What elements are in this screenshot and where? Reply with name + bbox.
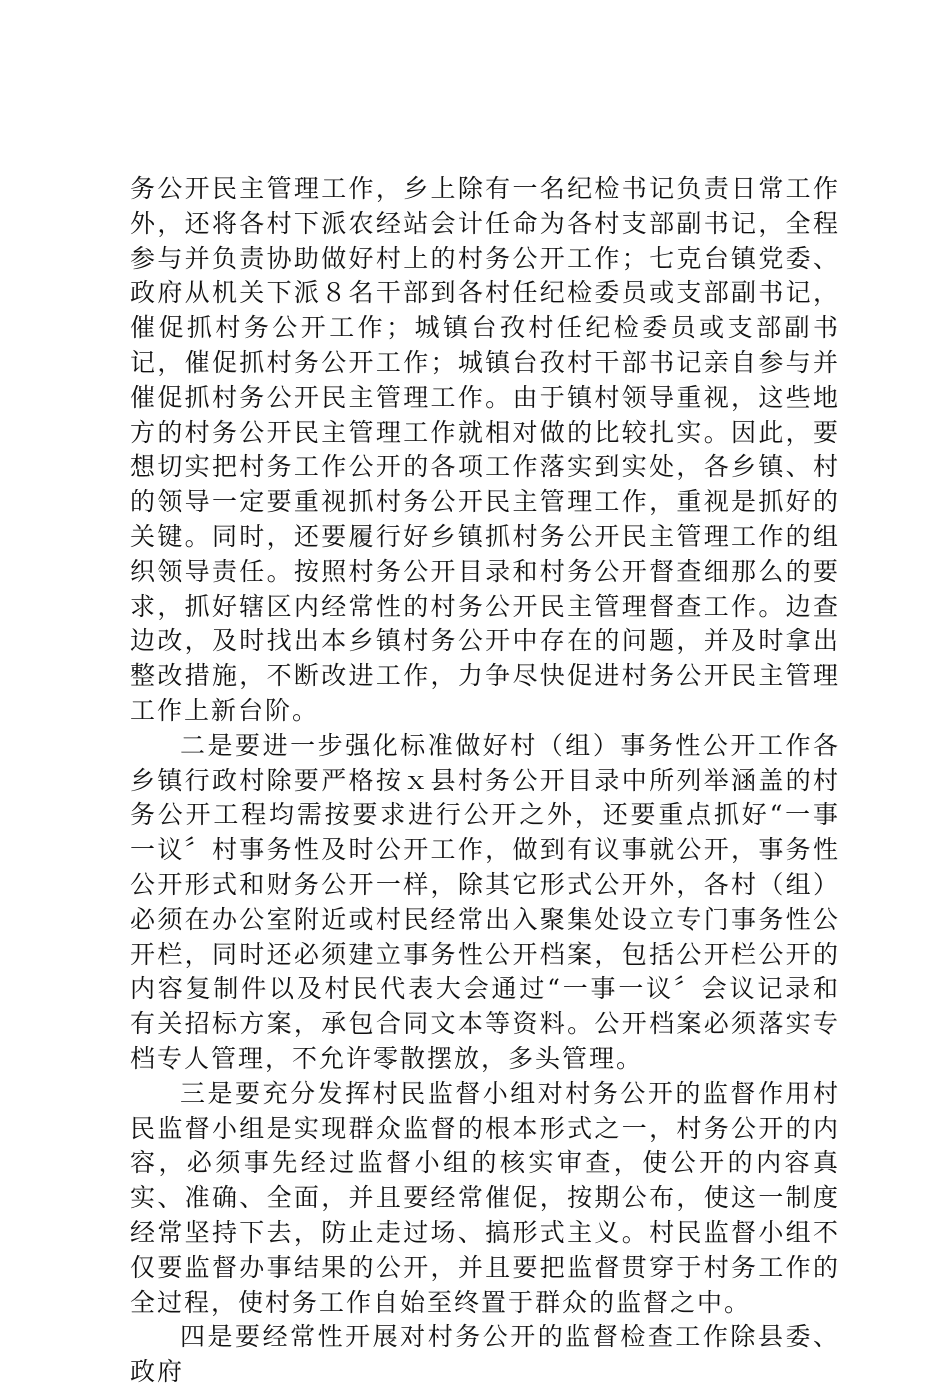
- document-body: [130, 172, 840, 1390]
- paragraph-3: 三是要充分发挥村民监督小组对村务公开的监督作用村民监督小组是实现群众监督的根本形式之一，村务公开的内容，必须事先经过监督小组的核实审查，使公开的内容真实、准确、全面，并且要经常催促，按期公布，使这一制度经常坚持下去，防止走过场、搞形式主义。村民监督小组不仅要监督办事结果的公开，并且要把监督贯穿于村务工作的全过程，使村务工作自始至终置于群众的监督之中。: [130, 1078, 840, 1317]
- paragraph-4: 四是要经常性开展对村务公开的监督检查工作除县委、政府: [130, 1322, 840, 1387]
- paragraph-2: 二是要进一步强化标准做好村（组）事务性公开工作各乡镇行政村除要严格按ｘ县村务公开目录中所列举涵盖的村务公开工程均需按要求进行公开之外，还要重点抓好“一事一议〞村事务性及时公开工作，做到有议事就公开，事务性公开形式和财务公开一样，除其它形式公开外，各村（组）必须在办公室附近或村民经常出入聚集处设立专门事务性公开栏，同时还必须建立事务性公开档案，包括公开栏公开的内容复制件以及村民代表大会通过“一事一议〞会议记录和有关招标方案，承包合同文本等资料。公开档案必须落实专档专人管理，不允许零散摆放，多头管理。: [130, 730, 840, 1073]
- paragraph-1: 务公开民主管理工作，乡上除有一名纪检书记负责日常工作外，还将各村下派农经站会计任命为各村支部副书记，全程参与并负责协助做好村上的村务公开工作；七克台镇党委、政府从机关下派８名干部到各村任纪检委员或支部副书记，催促抓村务公开工作；城镇台孜村任纪检委员或支部副书记，催促抓村务公开工作；城镇台孜村干部书记亲自参与并催促抓村务公开民主管理工作。由于镇村领导重视，这些地方的村务公开民主管理工作就相对做的比较扎实。因此，要想切实把村务工作公开的各项工作落实到实处，各乡镇、村的领导一定要重视抓村务公开民主管理工作，重视是抓好的关键。同时，还要履行好乡镇抓村务公开民主管理工作的组织领导责任。按照村务公开目录和村务公开督查细那么的要求，抓好辖区内经常性的村务公开民主管理督查工作。边查边改，及时找出本乡镇村务公开中存在的问题，并及时拿出整改措施，不断改进工作，力争尽快促进村务公开民主管理工作上新台阶。: [130, 174, 840, 725]
